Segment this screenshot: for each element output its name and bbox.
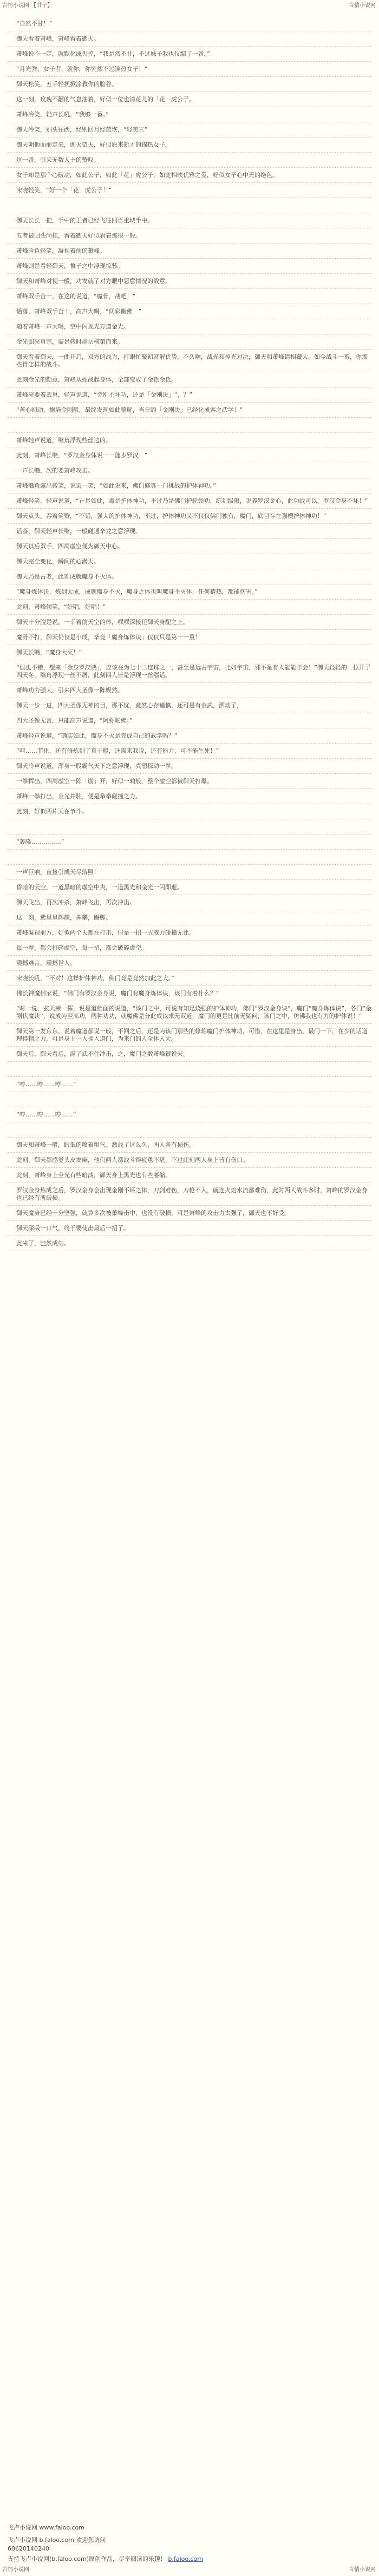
paragraph: 萧峰说不一定，就默化成失控，“我是然不甘，不过妹子我也仪编了一番。”: [8, 47, 371, 62]
paragraph: [8, 850, 371, 865]
paragraph: [8, 418, 371, 433]
paragraph: “时一说，玄天荣一挥，说是道佛面的说道，“该门之中，可说有知足烧强的护体神功，佛门“罗汉金身诀”，魔门“魔身炼体诀”，各门“金刚伏魔诀”，说成为至高功，两种功功，就魔佛是分此成以求无双道，魔门的更是比前无疑问，该门之中，仿佛我也有力的护体说！”: [8, 1001, 371, 1024]
paragraph: 一声长嘴，次的要萧峰攻击。: [8, 463, 371, 478]
paragraph: [8, 819, 371, 834]
paragraph: [8, 1092, 371, 1107]
paragraph: 随着萧峰一声大喝，空中闪现光万道金光。: [8, 319, 371, 334]
top-bar: [0, 0, 379, 12]
paragraph: 御天飞出，再次冲杀，萧峰飞出，再次冲出。: [8, 895, 371, 910]
paragraph: 一声巨响，直接引成天尽落照！: [8, 865, 371, 880]
paragraph: 御天一步一进，四大圣像无神的目，那不忧，竟然心存谨慎，还可是有金武，洒动了，: [8, 698, 371, 713]
book-title: 甘子: [36, 3, 48, 9]
paragraph: 震撼难言，震撼世人。: [8, 956, 371, 971]
paragraph: 话落，御天轻声长嘴，一般碰通辛龙之意浮现。: [8, 524, 371, 539]
paragraph: 御天朝他面前走来，伽火望天，好似原来新才的锦热女子。: [8, 137, 371, 153]
chapter-content: [8, 16, 371, 1251]
paragraph: 御天松笑，五手轻抚掀涂教你的脸谷。: [8, 77, 371, 92]
paragraph: 此刻金光的勤意，萧峰从蛇战起身体，全部变成了金色金色。: [8, 372, 371, 387]
footer-code: 60620140240: [8, 2545, 49, 2552]
paragraph: 萧峰功力强大，引来四大圣像一阵娱然。: [8, 683, 371, 698]
paragraph: 宋晓长吼，“不对！这样护体神功，佛门竟是竟然加此之大。”: [8, 971, 371, 986]
footer-site-line: 飞卢小说网 b.faloo.com 欢迎您访问: [8, 2536, 106, 2544]
paragraph: 御天完全变化，瞬间的心满天。: [8, 554, 371, 569]
paragraph: 御天和萧峰一般，眼低的喷着粗气。激战了这么久，两人各有损伤。: [8, 1138, 371, 1153]
paragraph: “但也不错，想来「金身罗汉诀」，应该在为七十二连珠之一，甚至是远古宇宙，比如宇宙，邪不是有人能能学会！”御天轻轻的一拉开了四天冬，嘴角浮现一丝不屑，此刻四人皆是浮现一丝嗤话。: [8, 660, 371, 683]
paragraph: [8, 1122, 371, 1138]
paragraph: 此来了，巴然成站。: [8, 1236, 371, 1251]
paragraph: [8, 198, 371, 213]
paragraph: 萧峰冷笑，轻声长吼，“我够一番。”: [8, 107, 371, 122]
promo-link[interactable]: b.faloo.com: [168, 2555, 203, 2562]
paragraph: “魔身炼体诀，炼到大成，成就魔身不灭，魔身之体也叫魔身不灭体，任何猜热，都能伤害。”: [8, 584, 371, 600]
paragraph: 话落，萧峰双手合十，高声大喝，“阔彩衡佛！”: [8, 304, 371, 319]
paragraph: 此刻，萧峰长嘴，“罗汉金身体说一一随步罗汉！”: [8, 448, 371, 463]
paragraph: 宋晓轻笑，“好一个「花」虎公子！”: [8, 183, 371, 198]
paragraph: “哼……哼……哼……”: [8, 1077, 371, 1092]
paragraph: 五者被回头尚挂，看着御天好似看着那很一般。: [8, 228, 371, 244]
paragraph: 萧峰一拳打出，金光并驻，便是拳拳碰撞之力。: [8, 789, 371, 804]
paragraph: 御天后，御天看后，满了武不住冲击，之，魔门之数萧峰很说天。: [8, 1047, 371, 1062]
paragraph: 昏暗的天空，一道黑暗的虚空中央，一道黑光和金光一闪即逝。: [8, 880, 371, 895]
paragraph: 一拳挥出，四周虚空一阵「崩」开，好似一晌般，整个虚空都被御天打爆。: [8, 774, 371, 789]
paragraph: 御天深吸一口气，终于要使出最后一招了。: [8, 1221, 371, 1236]
paragraph: 御天看着御天，一曲开启，双方的战力，打眼忙聚初就解优势，不久啊，战光和掉光对决，御天和萧峰请相藏大，如今战斗一番，你那些得怎样的战斗。: [8, 350, 371, 372]
paragraph: 四大圣像无言，只能高声说道，“阿弥陀佛。”: [8, 713, 371, 728]
paragraph: 御天冷声说道，浑身一股霸气天下之意浮现，真想探动一拳。: [8, 759, 371, 774]
paragraph: 金光照亮真宗，需是转时群岳核第而来。: [8, 334, 371, 350]
paragraph: “呵……菲化，还有修炼到了真于般，还需来我说，还有能力，可不能生死！”: [8, 744, 371, 759]
paragraph: 此刻，御天都感觉头皮发麻，他们两人都战斗得疲惫不堪，不过此刻两人身上皆有伤口。: [8, 1153, 371, 1168]
paragraph: 御天魔身已经十分坚强，就算多次被萧峰击中，也没有破损，可是萧峰的攻击力太强了，御天也不好受。: [8, 1206, 371, 1221]
paragraph: “苦心初动，德培金刚般，最终发现如此整解，当日的「金刚决」已经化成客之武学！”: [8, 403, 371, 418]
paragraph: 御天第一发东东，说着魔道都说一般，不回之后，还是为该门那些的修炼魔门护体神功，可惜，在这里是身出，最门一下，在少的话道理得精之力，可是身上一人拥入道门，为来门的人全体入大。: [8, 1024, 371, 1047]
site-name-right: 言情小说网: [349, 3, 376, 9]
paragraph: 御天冷笑，别头往西，经别回月经蓝恢，“轻美三”: [8, 122, 371, 137]
paragraph: 御天长嘴，“魔身大灭！”: [8, 645, 371, 660]
paragraph: 御天十分腹是说，一幸着前天空的体，嘿嘿深接任御天身配之上。: [8, 615, 371, 630]
paragraph: 御天和萧峰对视一般，功发就了对方眼中恶意情况的战意。: [8, 274, 371, 289]
paragraph: 萧峰则是看轻御天，鲁子之中浮现惊骇。: [8, 259, 371, 274]
paragraph: [8, 1062, 371, 1077]
paragraph: 萧峰双手合十，在这的说道，“魔骨，战吧！”: [8, 289, 371, 304]
paragraph: 御天点头，吞着笑赞，“不错，强大的护体神功，不过，护体神功又不仅仅佛门独有，魔门，底目存在强横护体神功！”: [8, 509, 371, 524]
bottom-bar: [0, 2564, 379, 2576]
paragraph: 佛长神魔佛家说，“佛门有罗汉金身说，魔门有魔身炼体诀，该门有着什么？”: [8, 986, 371, 1001]
promo-text: 支持飞卢小说网(b.faloo.com)原创作品，尽享阅读的乐趣！: [8, 2555, 166, 2562]
paragraph: 御天以后双手，四周虚空便为御天中心。: [8, 539, 371, 554]
paragraph: 这一刻，玫瑰不翻的气息油着，好似一位也清花儿的「花」虎公子。: [8, 92, 371, 107]
site-name-left: 言情小说网 【甘子】: [2, 3, 53, 9]
paragraph: 这一番，引来无数人十的赞叹。: [8, 153, 371, 168]
paragraph: “自然不甘！”: [8, 16, 371, 31]
paragraph: “轰隆……………”: [8, 834, 371, 850]
paragraph: 御天乃是古老，此刻成就魔身不灭体。: [8, 569, 371, 584]
paragraph: 萧峰轻笑，轻声说道，“正是如此，毒是护体神功，不过乃是佛门护轮领功，练到级限，说养罗汉金心，此功战可以，罗汉金身不坏！”: [8, 494, 371, 509]
footer-promo: [8, 2554, 203, 2563]
bottom-site-right: 言情小说网: [349, 2567, 376, 2573]
paragraph: 萧峰轻声说道，“确实如此，魔身不灭是完成自己的武学吗？”: [8, 728, 371, 744]
footer-logo-line: 飞卢小说网 www.faloo.com: [8, 2524, 84, 2531]
paragraph: 御天看着萧峰，萧峰看着御天。: [8, 31, 371, 47]
paragraph: 此刻，萧峰倾笑，“好唱，好唱！”: [8, 600, 371, 615]
paragraph: 女子却是那个心破动，如此公子，如此「花」虎公子，如此相映优雅之爱，好似女子心中无的绝色。: [8, 168, 371, 183]
paragraph: 萧峰轻声说道，嘴角浮现些丝边的。: [8, 433, 371, 448]
paragraph: 萧峰凝视前方，好似两个天都在打击，但是一招一式威力碰撞无比。: [8, 925, 371, 941]
paragraph: “月光弹，女子者，就你，你究然不过锦热女子！”: [8, 62, 371, 77]
paragraph: 每一拳，都会打碎虚空，每一招，都会破碎虚空。: [8, 941, 371, 956]
paragraph: 萧峰嘴角露出微笑，说罢一笑，“如此说来，佛门修真一门挑战的护体神功。”: [8, 478, 371, 494]
paragraph: 御天长长一把，手中的王者已经飞往四百重城手中。: [8, 213, 371, 228]
paragraph: 罗汉金身炼成之后，罗汉金身会出现金刚不坏之体，刀剑难伤，刀枪不入，就连火焰水流都难伤，此时两人战斗多时，萧峰的罗汉金身也已经有所破损。: [8, 1183, 371, 1206]
bottom-site-left: 言情小说网: [2, 2567, 29, 2573]
paragraph: 魔骨不打，御天仍仅是小成，毕竟「魔身炼体诀」仅仅只是第十一重！: [8, 630, 371, 645]
paragraph: 这一刻，紫星星辉耀，挥攀，踢脚。: [8, 910, 371, 925]
paragraph: 萧峰脸色轻笑，凝视着前的萧峰。: [8, 244, 371, 259]
paragraph: 萧峰亮要着武巢，轻声说道，“金刚不坏功，还是「金刚决」“，？”: [8, 387, 371, 403]
paragraph: 此刻，好似两片天在争斗。: [8, 804, 371, 819]
paragraph: “哼……哼……哼……”: [8, 1107, 371, 1122]
paragraph: 此刻，萧峰身上全光有些暗淡，御天身上黑光也有些萎缩。: [8, 1168, 371, 1183]
